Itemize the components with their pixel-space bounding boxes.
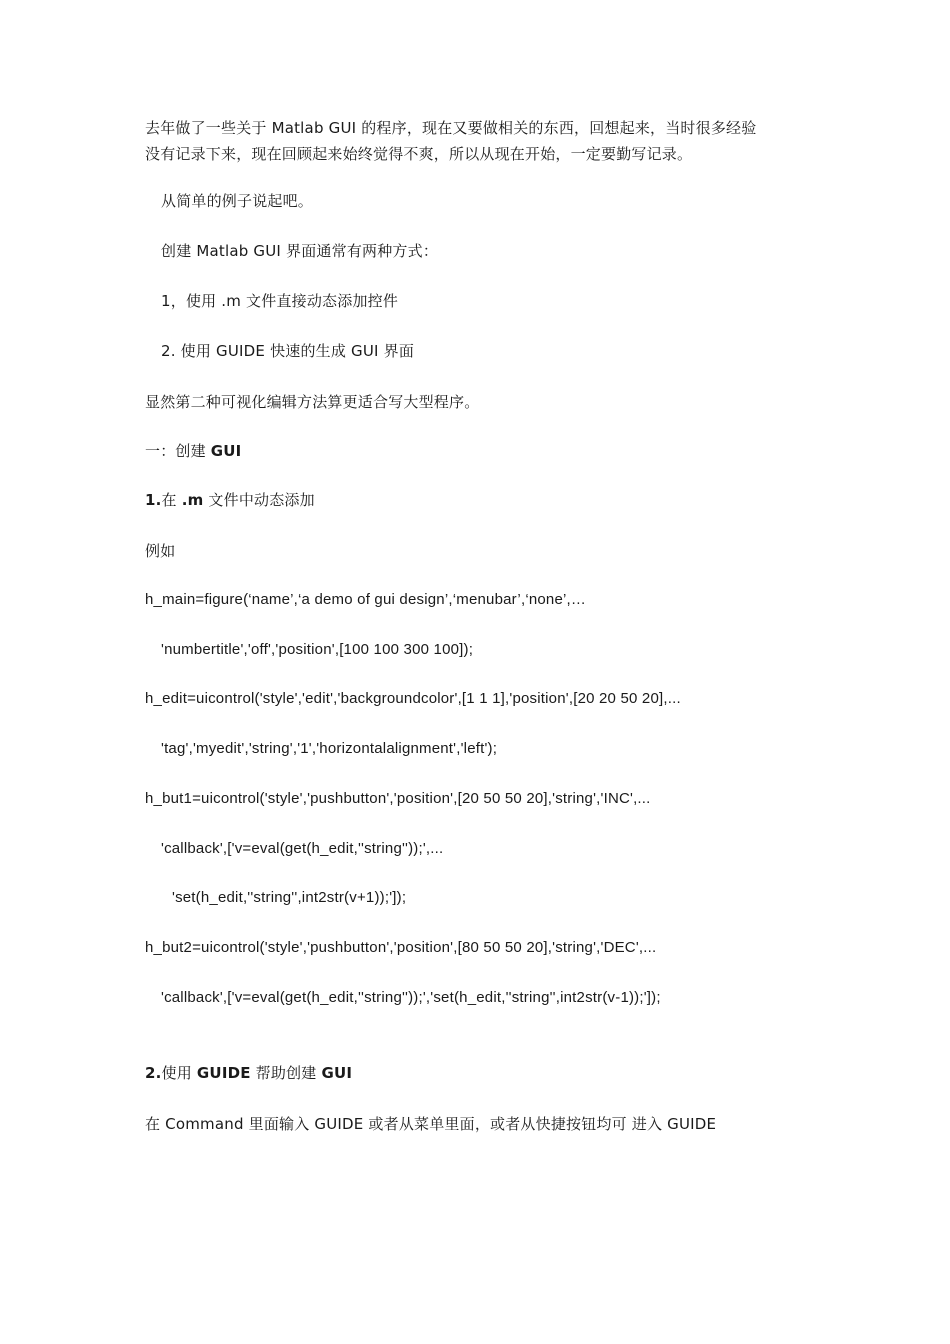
list-item-way-1: 1，使用 .m 文件直接动态添加控件 [161,292,399,310]
subheading-text: 在 [161,491,182,509]
code-line: 'callback',['v=eval(get(h_edit,''string''));','set(h_edit,''string'',int2str(v-1));']); [161,989,661,1006]
para-obvious: 显然第二种可视化编辑方法算更适合写大型程序。 [145,393,480,411]
para-command-guide: 在 Command 里面输入 GUIDE 或者从菜单里面，或者从快捷按钮均可 进入 GUIDE [145,1115,717,1133]
intro-line-2: 没有记录下来，现在回顾起来始终觉得不爽，所以从现在开始，一定要勤写记录。 [145,145,693,163]
subheading-bold-ext: .m [181,491,204,509]
subheading-rest: 文件中动态添加 [203,491,315,509]
code-line: h_but2=uicontrol('style','pushbutton','position',[80 50 50 20],'string','DEC',... [145,939,657,956]
code-line: h_edit=uicontrol('style','edit','backgroundcolor',[1 1 1],'position',[20 20 50 20],... [145,690,681,707]
section-heading-create-gui [145,441,241,461]
code-line: 'tag','myedit','string','1','horizontalalignment','left'); [161,740,498,757]
subheading-guide-text-1: 使用 [161,1064,197,1082]
para-two-ways: 创建 Matlab GUI 界面通常有两种方式： [161,242,439,260]
subheading-guide-bold-1: GUIDE [196,1064,251,1082]
code-line: h_but1=uicontrol('style','pushbutton','position',[20 50 50 20],'string','INC',... [145,790,651,807]
subheading-dynamic-add [145,490,315,510]
subheading-guide-bold-2: GUI [321,1064,353,1082]
code-line: 'numbertitle','off','position',[100 100 300 100]); [161,641,474,658]
subheading-guide [145,1063,352,1083]
code-line: h_main=figure(‘name’,‘a demo of gui design’,‘menubar’,‘none’,… [145,591,587,608]
section-heading-bold: GUI [210,442,242,460]
subheading-guide-number: 2. [145,1064,162,1082]
code-line: 'callback',['v=eval(get(h_edit,''string''));',... [161,840,444,857]
subheading-number: 1. [145,491,162,509]
subheading-guide-text-2: 帮助创建 [250,1064,322,1082]
code-line: 'set(h_edit,''string'',int2str(v+1));']); [172,889,407,906]
intro-line-1: 去年做了一些关于 Matlab GUI 的程序，现在又要做相关的东西，回想起来，当时很多经验 [145,119,757,137]
para-simple-example: 从简单的例子说起吧。 [161,192,314,210]
section-heading-prefix: 一：创建 [145,442,211,460]
list-item-way-2: 2. 使用 GUIDE 快速的生成 GUI 界面 [161,342,415,360]
example-label: 例如 [145,542,176,560]
